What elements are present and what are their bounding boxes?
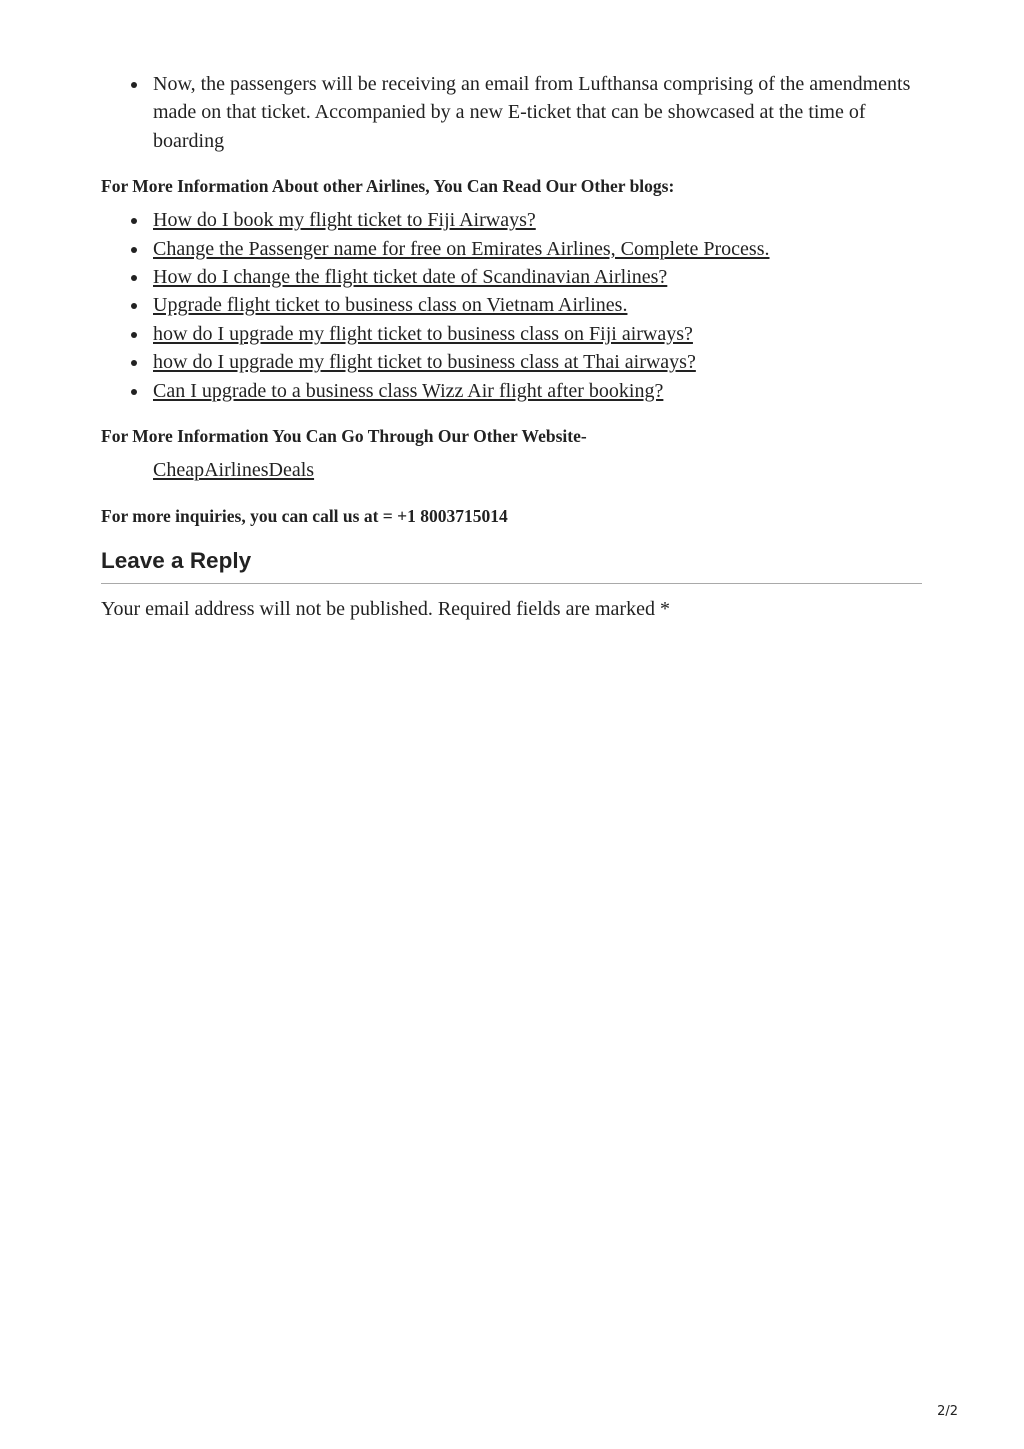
website-link[interactable]: CheapAirlinesDeals: [153, 459, 315, 482]
list-item: [101, 235, 922, 263]
list-item: [101, 320, 922, 348]
blog-link-emirates-name-change[interactable]: Change the Passenger name for free on Emirates Airlines, Complete Process.: [153, 237, 770, 260]
reply-note: Your email address will not be published. Required fields are marked *: [101, 598, 670, 621]
list-item: [101, 263, 922, 291]
inquiry-text: For more inquiries, you can call us at = +1 8003715014: [101, 506, 508, 527]
blog-link-thai-upgrade[interactable]: how do I upgrade my flight ticket to business class at Thai airways?: [153, 351, 696, 374]
list-item: [101, 348, 922, 376]
blogs-heading: For More Information About other Airlines, You Can Read Our Other blogs:: [101, 176, 675, 197]
blog-link-fiji-upgrade[interactable]: how do I upgrade my flight ticket to business class on Fiji airways?: [153, 322, 693, 345]
website-heading: For More Information You Can Go Through Our Other Website-: [101, 426, 587, 447]
list-item: [101, 291, 922, 319]
page-number: 2/2: [937, 1404, 958, 1419]
list-item: Now, the passengers will be receiving an email from Lufthansa comprising of the amendments made on that ticket. Accompanied by a new E-ticket that can be showcased at the time of boarding: [101, 70, 922, 155]
page-content: [101, 70, 922, 623]
reply-title: Leave a Reply: [101, 546, 922, 584]
blog-link-wizz-upgrade[interactable]: Can I upgrade to a business class Wizz Air flight after booking?: [153, 379, 664, 402]
blog-link-fiji-booking[interactable]: How do I book my flight ticket to Fiji Airways?: [153, 209, 536, 232]
list-item: [101, 206, 922, 234]
intro-bullet-list: [101, 70, 922, 155]
blog-link-vietnam-upgrade[interactable]: Upgrade flight ticket to business class on Vietnam Airlines.: [153, 294, 628, 317]
list-item: [101, 377, 922, 405]
website-link-container: [101, 456, 922, 484]
blog-links-list: [101, 206, 922, 405]
blog-link-scandinavian-date-change[interactable]: How do I change the flight ticket date of Scandinavian Airlines?: [153, 266, 668, 289]
